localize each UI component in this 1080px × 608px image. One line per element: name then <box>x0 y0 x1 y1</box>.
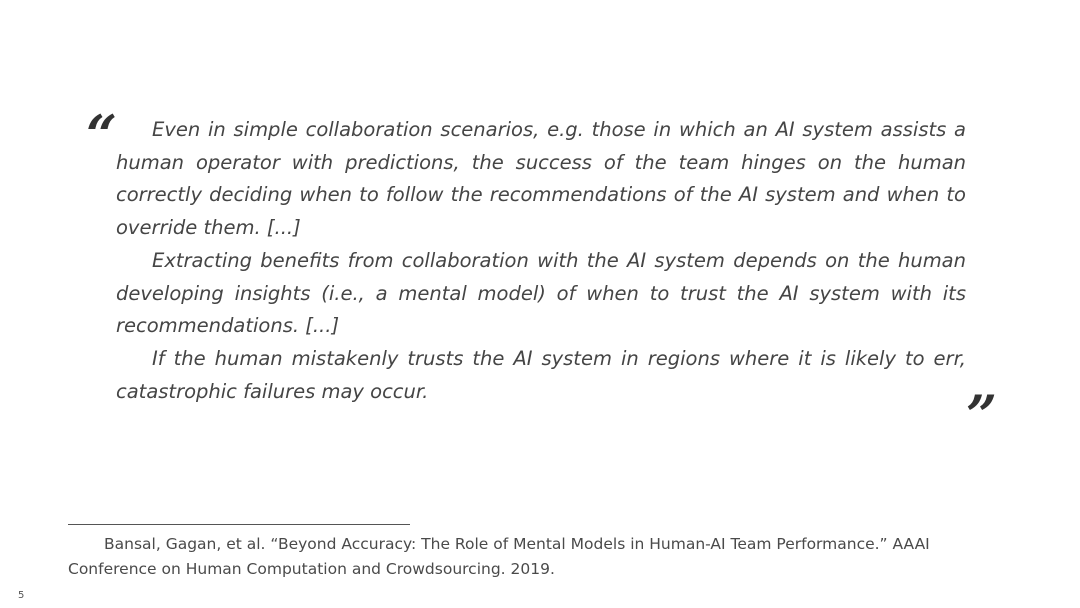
quote-body <box>116 114 966 408</box>
open-quote-mark: “ <box>86 103 118 167</box>
page-number: 5 <box>18 590 25 601</box>
footnote-divider <box>68 524 410 525</box>
footnote-citation: Bansal, Gagan, et al. “Beyond Accuracy: The Role of Mental Models in Human-AI Team Performance.” AAAI Conference on Human Computation and Crowdsourcing. 2019. <box>68 535 930 578</box>
close-quote-mark: ” <box>966 383 998 447</box>
quote-paragraph-2: Extracting benefits from collaboration with the AI system depends on the human developing insights (i.e., a mental model) of when to trust the AI system with its recommendations. [...] <box>116 248 966 338</box>
quote-paragraph-1: Even in simple collaboration scenarios, e.g. those in which an AI system assists a human operator with predictions, the success of the team hinges on the human correctly deciding when to follow the recommendations of the AI system and when to override them. [...] <box>116 118 966 240</box>
quote-paragraph-3: If the human mistakenly trusts the AI system in regions where it is likely to err, catastrophic failures may occur. <box>116 346 966 403</box>
